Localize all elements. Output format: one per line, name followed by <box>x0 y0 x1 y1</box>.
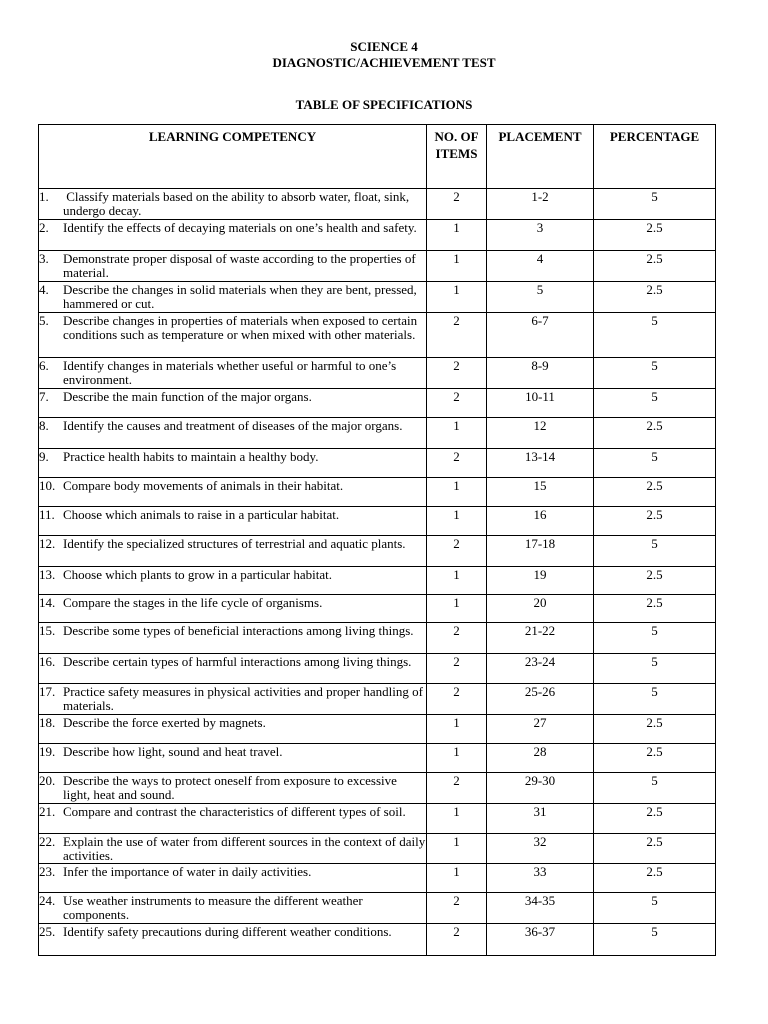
placement-cell: 36-37 <box>487 924 594 956</box>
table-row <box>39 804 716 834</box>
row-number: 22. <box>39 834 56 849</box>
placement-cell: 32 <box>487 834 594 864</box>
competency-text: Practice safety measures in physical activities and proper handling of materials. <box>63 684 423 713</box>
items-cell: 1 <box>427 834 487 864</box>
table-header-row <box>39 125 716 189</box>
row-number: 1. <box>39 189 49 204</box>
placement-cell: 27 <box>487 715 594 744</box>
items-cell: 2 <box>427 449 487 478</box>
placement-cell: 31 <box>487 804 594 834</box>
column-header-items: NO. OF ITEMS <box>427 125 487 189</box>
items-cell: 1 <box>427 282 487 313</box>
items-cell: 1 <box>427 418 487 449</box>
competency-cell <box>39 924 427 956</box>
table-row <box>39 744 716 773</box>
row-number: 24. <box>39 893 56 908</box>
placement-cell: 10-11 <box>487 389 594 418</box>
items-cell: 1 <box>427 478 487 507</box>
table-row <box>39 684 716 715</box>
table-row <box>39 834 716 864</box>
competency-text: Practice health habits to maintain a healthy body. <box>63 449 319 464</box>
competency-cell <box>39 834 427 864</box>
competency-text: Identify safety precautions during different weather conditions. <box>63 924 392 939</box>
competency-cell <box>39 623 427 654</box>
competency-text: Compare body movements of animals in their habitat. <box>63 478 344 493</box>
placement-cell: 23-24 <box>487 654 594 684</box>
items-cell: 2 <box>427 684 487 715</box>
placement-cell: 33 <box>487 864 594 893</box>
percentage-cell: 5 <box>594 654 716 684</box>
percentage-cell: 2.5 <box>594 282 716 313</box>
row-number: 21. <box>39 804 56 819</box>
items-cell: 2 <box>427 893 487 924</box>
competency-text: Describe some types of beneficial interactions among living things. <box>63 623 414 638</box>
percentage-cell: 2.5 <box>594 744 716 773</box>
competency-text: Identify changes in materials whether useful or harmful to one’s environment. <box>63 358 397 387</box>
items-cell: 2 <box>427 623 487 654</box>
items-cell: 1 <box>427 595 487 623</box>
competency-text: Compare the stages in the life cycle of organisms. <box>63 595 323 610</box>
table-row <box>39 251 716 282</box>
row-number: 14. <box>39 595 56 610</box>
placement-cell: 21-22 <box>487 623 594 654</box>
percentage-cell: 2.5 <box>594 567 716 595</box>
competency-cell <box>39 389 427 418</box>
row-number: 13. <box>39 567 56 582</box>
column-header-percentage: PERCENTAGE <box>594 125 716 189</box>
percentage-cell: 5 <box>594 623 716 654</box>
competency-text: Compare and contrast the characteristics of different types of soil. <box>63 804 406 819</box>
items-cell: 1 <box>427 864 487 893</box>
percentage-cell: 2.5 <box>594 595 716 623</box>
competency-cell <box>39 418 427 449</box>
row-number: 15. <box>39 623 56 638</box>
table-row <box>39 189 716 220</box>
competency-cell <box>39 864 427 893</box>
percentage-cell: 2.5 <box>594 478 716 507</box>
specifications-table <box>38 124 716 956</box>
table-row <box>39 654 716 684</box>
table-row <box>39 536 716 567</box>
row-number: 11. <box>39 507 55 522</box>
items-cell: 1 <box>427 804 487 834</box>
table-row <box>39 220 716 251</box>
placement-cell: 4 <box>487 251 594 282</box>
competency-cell <box>39 715 427 744</box>
competency-cell <box>39 684 427 715</box>
percentage-cell: 5 <box>594 536 716 567</box>
competency-text: Use weather instruments to measure the different weather components. <box>63 893 363 922</box>
row-number: 6. <box>39 358 49 373</box>
placement-cell: 1-2 <box>487 189 594 220</box>
placement-cell: 6-7 <box>487 313 594 358</box>
competency-cell <box>39 507 427 536</box>
row-number: 10. <box>39 478 56 493</box>
table-row <box>39 567 716 595</box>
row-number: 8. <box>39 418 49 433</box>
competency-cell <box>39 567 427 595</box>
percentage-cell: 2.5 <box>594 220 716 251</box>
competency-text: Identify the causes and treatment of diseases of the major organs. <box>63 418 403 433</box>
competency-cell <box>39 220 427 251</box>
table-row <box>39 623 716 654</box>
row-number: 9. <box>39 449 49 464</box>
placement-cell: 15 <box>487 478 594 507</box>
competency-text: Describe the changes in solid materials when they are bent, pressed, hammered or cut. <box>63 282 417 311</box>
percentage-cell: 5 <box>594 924 716 956</box>
competency-text: Describe the main function of the major organs. <box>63 389 312 404</box>
table-row <box>39 893 716 924</box>
row-number: 17. <box>39 684 56 699</box>
competency-text: Classify materials based on the ability to absorb water, float, sink, undergo decay. <box>63 189 410 218</box>
placement-cell: 29-30 <box>487 773 594 804</box>
percentage-cell: 5 <box>594 389 716 418</box>
table-title: TABLE OF SPECIFICATIONS <box>295 97 473 112</box>
competency-cell <box>39 804 427 834</box>
placement-cell: 5 <box>487 282 594 313</box>
document-subject: SCIENCE 4 <box>350 39 418 54</box>
table-row <box>39 389 716 418</box>
competency-text: Infer the importance of water in daily activities. <box>63 864 312 879</box>
percentage-cell: 5 <box>594 189 716 220</box>
placement-cell: 16 <box>487 507 594 536</box>
percentage-cell: 5 <box>594 449 716 478</box>
row-number: 12. <box>39 536 56 551</box>
percentage-cell: 2.5 <box>594 834 716 864</box>
placement-cell: 34-35 <box>487 893 594 924</box>
table-row <box>39 449 716 478</box>
placement-cell: 25-26 <box>487 684 594 715</box>
row-number: 2. <box>39 220 49 235</box>
items-cell: 2 <box>427 358 487 389</box>
row-number: 19. <box>39 744 56 759</box>
competency-cell <box>39 744 427 773</box>
competency-cell <box>39 654 427 684</box>
competency-cell <box>39 893 427 924</box>
percentage-cell: 5 <box>594 358 716 389</box>
document-test-name: DIAGNOSTIC/ACHIEVEMENT TEST <box>272 55 496 70</box>
competency-text: Choose which animals to raise in a particular habitat. <box>63 507 340 522</box>
competency-cell <box>39 773 427 804</box>
competency-cell <box>39 478 427 507</box>
competency-cell <box>39 449 427 478</box>
percentage-cell: 5 <box>594 313 716 358</box>
percentage-cell: 2.5 <box>594 715 716 744</box>
placement-cell: 17-18 <box>487 536 594 567</box>
items-cell: 1 <box>427 251 487 282</box>
percentage-cell: 2.5 <box>594 507 716 536</box>
table-row <box>39 313 716 358</box>
table-row <box>39 358 716 389</box>
competency-cell <box>39 251 427 282</box>
row-number: 4. <box>39 282 49 297</box>
items-cell: 2 <box>427 389 487 418</box>
placement-cell: 19 <box>487 567 594 595</box>
competency-text: Describe changes in properties of materials when exposed to certain conditions such as temperature or when mixed with other materials. <box>63 313 418 342</box>
row-number: 23. <box>39 864 56 879</box>
row-number: 16. <box>39 654 56 669</box>
items-cell: 1 <box>427 715 487 744</box>
row-number: 25. <box>39 924 56 939</box>
row-number: 5. <box>39 313 49 328</box>
row-number: 18. <box>39 715 56 730</box>
table-row <box>39 478 716 507</box>
competency-text: Describe certain types of harmful interactions among living things. <box>63 654 412 669</box>
row-number: 3. <box>39 251 49 266</box>
competency-cell <box>39 536 427 567</box>
placement-cell: 13-14 <box>487 449 594 478</box>
competency-text: Choose which plants to grow in a particular habitat. <box>63 567 332 582</box>
percentage-cell: 5 <box>594 684 716 715</box>
table-row <box>39 715 716 744</box>
table-row <box>39 282 716 313</box>
competency-text: Describe how light, sound and heat travel. <box>63 744 283 759</box>
column-header-placement: PLACEMENT <box>487 125 594 189</box>
items-cell: 1 <box>427 507 487 536</box>
percentage-cell: 2.5 <box>594 804 716 834</box>
items-cell: 1 <box>427 567 487 595</box>
placement-cell: 20 <box>487 595 594 623</box>
percentage-cell: 2.5 <box>594 251 716 282</box>
competency-cell <box>39 282 427 313</box>
table-row <box>39 418 716 449</box>
competency-cell <box>39 313 427 358</box>
table-row <box>39 595 716 623</box>
items-cell: 1 <box>427 220 487 251</box>
percentage-cell: 2.5 <box>594 418 716 449</box>
percentage-cell: 5 <box>594 773 716 804</box>
competency-text: Describe the ways to protect oneself from exposure to excessive light, heat and sound. <box>63 773 397 802</box>
competency-cell <box>39 189 427 220</box>
table-row <box>39 773 716 804</box>
items-cell: 2 <box>427 773 487 804</box>
items-cell: 2 <box>427 189 487 220</box>
row-number: 20. <box>39 773 56 788</box>
items-cell: 2 <box>427 536 487 567</box>
table-row <box>39 924 716 956</box>
column-header-competency: LEARNING COMPETENCY <box>39 125 427 189</box>
table-body <box>39 189 716 956</box>
placement-cell: 8-9 <box>487 358 594 389</box>
percentage-cell: 5 <box>594 893 716 924</box>
table-row <box>39 864 716 893</box>
items-cell: 2 <box>427 924 487 956</box>
percentage-cell: 2.5 <box>594 864 716 893</box>
competency-cell <box>39 358 427 389</box>
placement-cell: 12 <box>487 418 594 449</box>
competency-text: Identify the specialized structures of terrestrial and aquatic plants. <box>63 536 406 551</box>
row-number: 7. <box>39 389 49 404</box>
competency-text: Describe the force exerted by magnets. <box>63 715 266 730</box>
competency-cell <box>39 595 427 623</box>
competency-text: Demonstrate proper disposal of waste according to the properties of material. <box>63 251 416 280</box>
placement-cell: 3 <box>487 220 594 251</box>
competency-text: Explain the use of water from different sources in the context of daily activities. <box>63 834 426 863</box>
table-row <box>39 507 716 536</box>
competency-text: Identify the effects of decaying materials on one’s health and safety. <box>63 220 417 235</box>
items-cell: 2 <box>427 313 487 358</box>
items-cell: 2 <box>427 654 487 684</box>
items-cell: 1 <box>427 744 487 773</box>
placement-cell: 28 <box>487 744 594 773</box>
